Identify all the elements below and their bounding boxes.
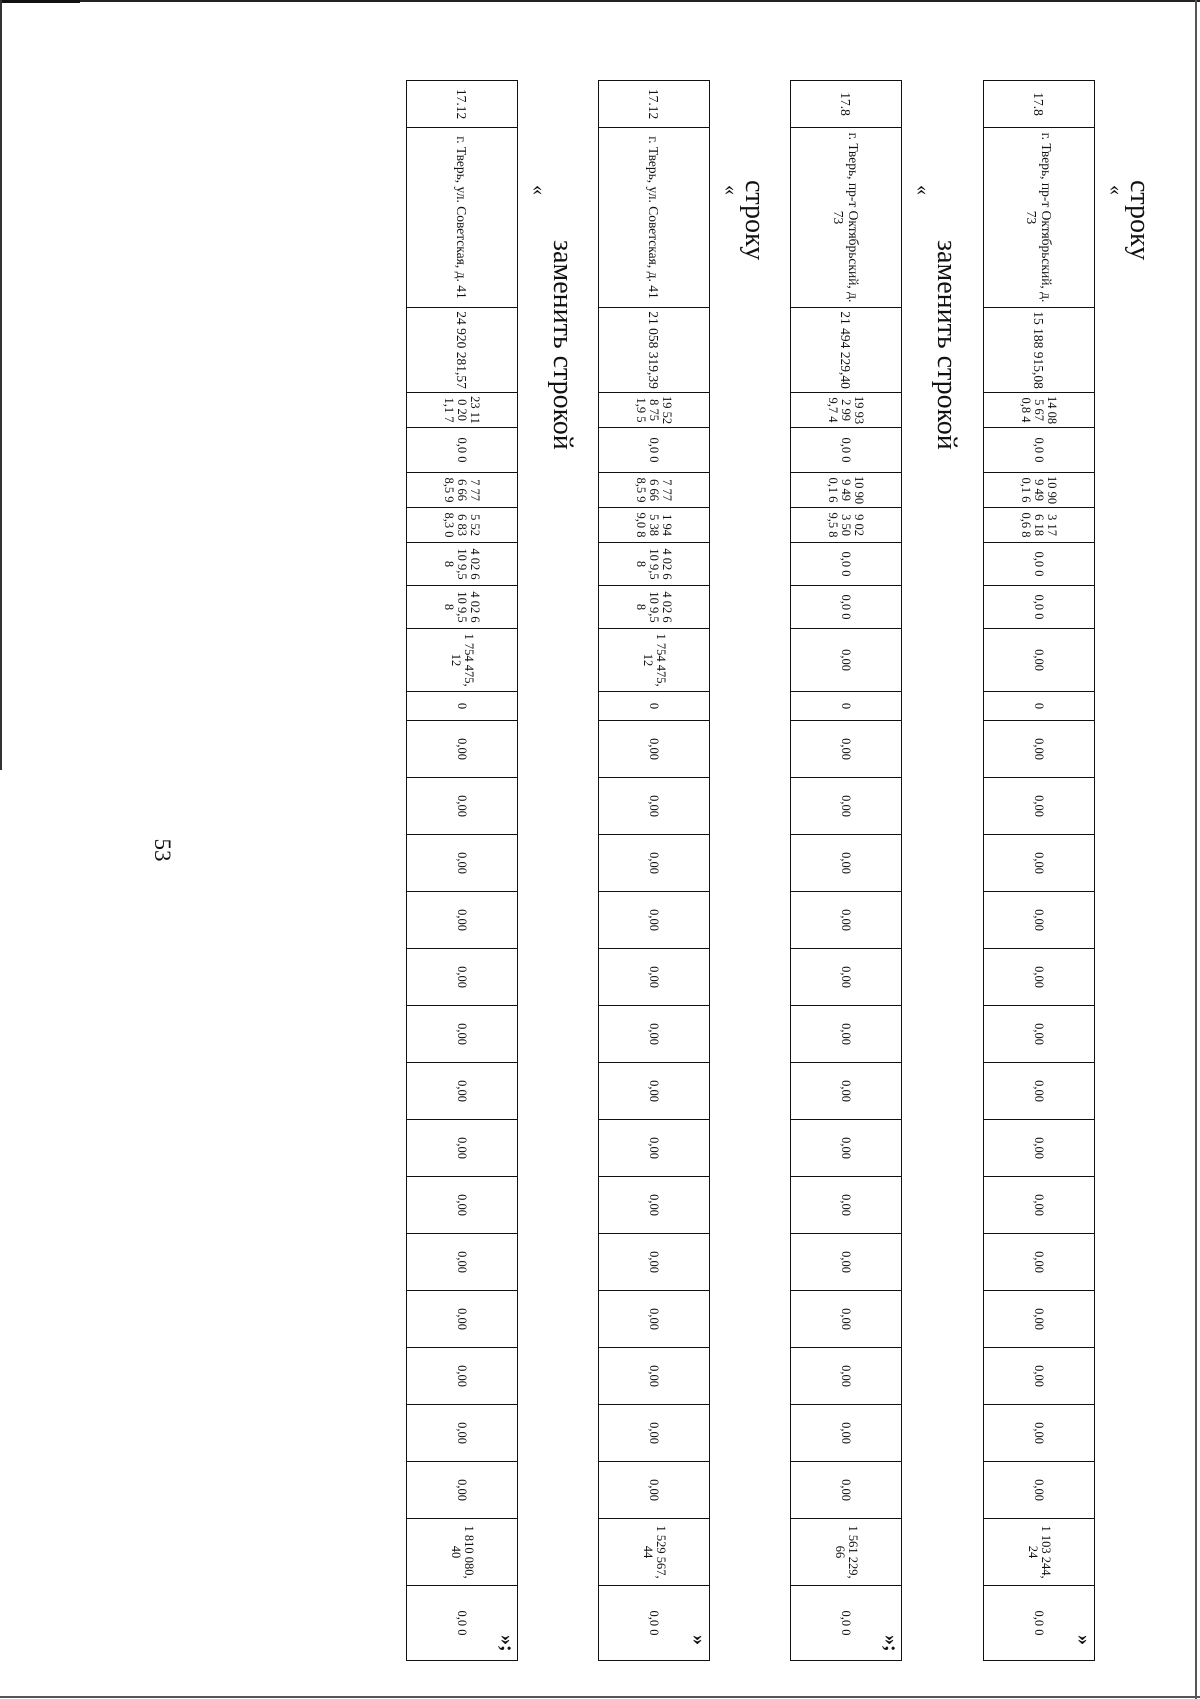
value-cell: 0,0 0 bbox=[407, 428, 518, 473]
value-cell: 0,0 0 bbox=[791, 543, 902, 586]
zero-cell: 0,00 bbox=[599, 1006, 710, 1063]
zero-cell: 0,00 bbox=[407, 721, 518, 778]
open-quote: « bbox=[912, 185, 934, 195]
value-cell: 7 77 6 66 8,5 9 bbox=[599, 473, 710, 508]
zero-cell: 0,00 bbox=[791, 1348, 902, 1405]
value-cell: 0,00 bbox=[791, 629, 902, 692]
zero-cell: 0,00 bbox=[407, 1348, 518, 1405]
page-number: 53 bbox=[150, 838, 175, 862]
value-cell: 0,0 0 bbox=[984, 1586, 1095, 1661]
block-label: строку bbox=[1124, 180, 1155, 261]
zero-cell: 0,00 bbox=[599, 1234, 710, 1291]
amendment-table bbox=[406, 80, 518, 1661]
row-address: г. Тверь, пр-т Октябрьский, д. 73 bbox=[984, 128, 1095, 308]
close-quote: »; bbox=[880, 1635, 902, 1652]
zero-cell: 0,00 bbox=[791, 835, 902, 892]
value-cell: 0 bbox=[407, 692, 518, 721]
row-number: 17.8 bbox=[984, 81, 1095, 128]
zero-cell: 0,00 bbox=[984, 1462, 1095, 1519]
sum-cell: 1 529 567, 44 bbox=[599, 1519, 710, 1586]
zero-cell: 0,00 bbox=[984, 721, 1095, 778]
zero-cell: 0,00 bbox=[984, 778, 1095, 835]
zero-cell: 0,00 bbox=[984, 1234, 1095, 1291]
row-total: 24 920 281,57 bbox=[407, 308, 518, 393]
block-label: заменить строкой bbox=[547, 240, 578, 450]
value-cell: 1 754 475, 12 bbox=[407, 629, 518, 692]
value-cell: 9 02 3 50 9,5 8 bbox=[791, 508, 902, 543]
zero-cell: 0,00 bbox=[984, 1120, 1095, 1177]
row-total: 21 058 319,39 bbox=[599, 308, 710, 393]
row-number: 17.8 bbox=[791, 81, 902, 128]
value-cell: 0,0 0 bbox=[984, 586, 1095, 629]
value-cell: 0,0 0 bbox=[791, 586, 902, 629]
value-cell: 0,0 0 bbox=[599, 428, 710, 473]
value-cell: 4 02 6 10 9,5 8 bbox=[407, 586, 518, 629]
zero-cell: 0,00 bbox=[599, 949, 710, 1006]
table-row bbox=[407, 81, 518, 1661]
zero-cell: 0,00 bbox=[407, 835, 518, 892]
value-cell: 0,0 0 bbox=[407, 1586, 518, 1661]
value-cell: 10 90 9 49 0,1 6 bbox=[984, 473, 1095, 508]
block-label: строку bbox=[739, 180, 770, 261]
zero-cell: 0,00 bbox=[791, 1291, 902, 1348]
zero-cell: 0,00 bbox=[407, 778, 518, 835]
zero-cell: 0,00 bbox=[599, 1291, 710, 1348]
zero-cell: 0,00 bbox=[791, 949, 902, 1006]
amendment-table bbox=[983, 80, 1095, 1661]
zero-cell: 0,00 bbox=[599, 1405, 710, 1462]
zero-cell: 0,00 bbox=[599, 1348, 710, 1405]
block-label: заменить строкой bbox=[931, 240, 962, 450]
value-cell: 23 11 0 20 1,1 7 bbox=[407, 393, 518, 428]
value-cell: 0,0 0 bbox=[984, 543, 1095, 586]
zero-cell: 0,00 bbox=[599, 778, 710, 835]
zero-cell: 0,00 bbox=[791, 892, 902, 949]
row-number: 17.12 bbox=[407, 81, 518, 128]
value-cell: 4 02 6 10 9,5 8 bbox=[599, 586, 710, 629]
table-row bbox=[599, 81, 710, 1661]
zero-cell: 0,00 bbox=[407, 1120, 518, 1177]
zero-cell: 0,00 bbox=[599, 1120, 710, 1177]
value-cell: 0,0 0 bbox=[791, 428, 902, 473]
zero-cell: 0,00 bbox=[407, 1405, 518, 1462]
value-cell: 0,0 0 bbox=[791, 1586, 902, 1661]
zero-cell: 0,00 bbox=[984, 892, 1095, 949]
value-cell: 19 93 2 99 9,7 4 bbox=[791, 393, 902, 428]
zero-cell: 0,00 bbox=[984, 1291, 1095, 1348]
zero-cell: 0,00 bbox=[599, 892, 710, 949]
zero-cell: 0,00 bbox=[407, 892, 518, 949]
zero-cell: 0,00 bbox=[791, 1063, 902, 1120]
rotated-page-content bbox=[20, 0, 1180, 1699]
zero-cell: 0,00 bbox=[599, 835, 710, 892]
row-number: 17.12 bbox=[599, 81, 710, 128]
zero-cell: 0,00 bbox=[984, 1177, 1095, 1234]
zero-cell: 0,00 bbox=[407, 1063, 518, 1120]
zero-cell: 0,00 bbox=[407, 1462, 518, 1519]
value-cell: 0,00 bbox=[984, 629, 1095, 692]
amendment-table bbox=[598, 80, 710, 1661]
zero-cell: 0,00 bbox=[407, 1234, 518, 1291]
close-quote: »; bbox=[496, 1635, 518, 1652]
scan-edge-right bbox=[1195, 0, 1197, 1699]
zero-cell: 0,00 bbox=[984, 835, 1095, 892]
open-quote: « bbox=[720, 185, 742, 195]
value-cell: 5 52 6 83 8,3 0 bbox=[407, 508, 518, 543]
row-address: г. Тверь, пр-т Октябрьский, д. 73 bbox=[791, 128, 902, 308]
row-total: 15 188 915,08 bbox=[984, 308, 1095, 393]
sum-cell: 1 561 229, 66 bbox=[791, 1519, 902, 1586]
zero-cell: 0,00 bbox=[791, 1006, 902, 1063]
value-cell: 0 bbox=[984, 692, 1095, 721]
close-quote: » bbox=[688, 1635, 710, 1645]
sum-cell: 1 103 244, 24 bbox=[984, 1519, 1095, 1586]
value-cell: 0 bbox=[599, 692, 710, 721]
zero-cell: 0,00 bbox=[791, 1120, 902, 1177]
zero-cell: 0,00 bbox=[599, 1177, 710, 1234]
scan-edge-left bbox=[0, 0, 2, 770]
zero-cell: 0,00 bbox=[984, 1348, 1095, 1405]
zero-cell: 0,00 bbox=[791, 778, 902, 835]
table-row bbox=[791, 81, 902, 1661]
table-row bbox=[984, 81, 1095, 1661]
zero-cell: 0,00 bbox=[407, 1177, 518, 1234]
value-cell: 10 90 9 49 0,1 6 bbox=[791, 473, 902, 508]
zero-cell: 0,00 bbox=[791, 1234, 902, 1291]
zero-cell: 0,00 bbox=[599, 721, 710, 778]
value-cell: 0,0 0 bbox=[599, 1586, 710, 1661]
zero-cell: 0,00 bbox=[984, 949, 1095, 1006]
open-quote: « bbox=[1105, 185, 1127, 195]
zero-cell: 0,00 bbox=[791, 721, 902, 778]
open-quote: « bbox=[528, 185, 550, 195]
row-address: г. Тверь, ул. Советская, д. 41 bbox=[407, 128, 518, 308]
value-cell: 4 02 6 10 9,5 8 bbox=[407, 543, 518, 586]
zero-cell: 0,00 bbox=[791, 1177, 902, 1234]
sum-cell: 1 810 080, 40 bbox=[407, 1519, 518, 1586]
value-cell: 4 02 6 10 9,5 8 bbox=[599, 543, 710, 586]
value-cell: 0,0 0 bbox=[984, 428, 1095, 473]
value-cell: 1 94 5 38 9,0 8 bbox=[599, 508, 710, 543]
value-cell: 0 bbox=[791, 692, 902, 721]
zero-cell: 0,00 bbox=[984, 1063, 1095, 1120]
zero-cell: 0,00 bbox=[984, 1405, 1095, 1462]
zero-cell: 0,00 bbox=[407, 1006, 518, 1063]
zero-cell: 0,00 bbox=[599, 1063, 710, 1120]
row-address: г. Тверь, ул. Советская, д. 41 bbox=[599, 128, 710, 308]
row-total: 21 494 229,40 bbox=[791, 308, 902, 393]
value-cell: 1 754 475, 12 bbox=[599, 629, 710, 692]
zero-cell: 0,00 bbox=[791, 1462, 902, 1519]
zero-cell: 0,00 bbox=[407, 949, 518, 1006]
zero-cell: 0,00 bbox=[407, 1291, 518, 1348]
value-cell: 3 17 6 18 0,6 8 bbox=[984, 508, 1095, 543]
value-cell: 14 08 5 67 0,8 4 bbox=[984, 393, 1095, 428]
zero-cell: 0,00 bbox=[599, 1462, 710, 1519]
value-cell: 19 52 8 75 1,9 5 bbox=[599, 393, 710, 428]
close-quote: » bbox=[1073, 1635, 1095, 1645]
zero-cell: 0,00 bbox=[791, 1405, 902, 1462]
zero-cell: 0,00 bbox=[984, 1006, 1095, 1063]
value-cell: 7 77 6 66 8,5 9 bbox=[407, 473, 518, 508]
amendment-table bbox=[790, 80, 902, 1661]
